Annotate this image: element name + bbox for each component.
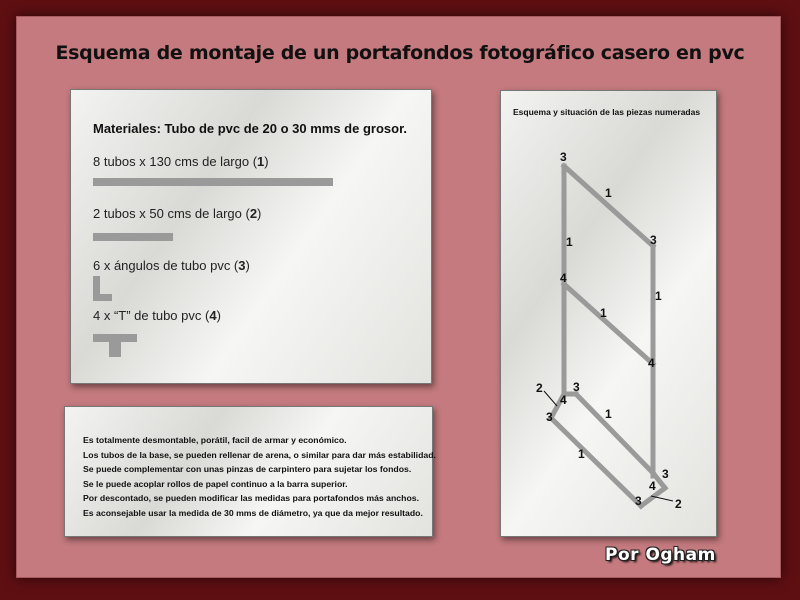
label-piece-4: 4 — [649, 479, 656, 493]
label-piece-3: 3 — [560, 150, 567, 164]
material-item-tubes-130: 8 tubos x 130 cms de largo (1) — [93, 154, 269, 169]
label-piece-4: 4 — [560, 393, 567, 407]
label-piece-1: 1 — [605, 407, 612, 421]
notes-panel — [64, 406, 436, 537]
angle-joint-icon — [93, 276, 113, 302]
materials-heading: Materiales: Tubo de pvc de 20 o 30 mms de grosor. — [93, 121, 408, 136]
note-line: Se puede complementar con unas pinzas de carpintero para sujetar los fondos. — [83, 464, 412, 475]
label-piece-4: 4 — [648, 356, 655, 370]
label-piece-1: 1 — [605, 186, 612, 200]
label-piece-1: 1 — [578, 447, 585, 461]
tube-50-illustration — [93, 233, 173, 241]
tube-130-illustration — [93, 178, 333, 186]
materials-panel — [70, 89, 432, 384]
label-piece-3: 3 — [546, 410, 553, 424]
note-line: Los tubos de la base, se pueden rellenar de arena, o similar para dar más estabilidad. — [83, 449, 436, 460]
material-item-angles: 6 x ángulos de tubo pvc (3) — [93, 258, 250, 273]
material-item-t-joints: 4 x “T” de tubo pvc (4) — [93, 308, 221, 323]
notes-list — [83, 433, 436, 521]
note-line: Es totalmente desmontable, porátil, facil de armar y económico. — [83, 435, 347, 445]
note-line: Por descontado, se pueden modificar las medidas para portafondos más anchos. — [83, 493, 420, 504]
label-piece-1: 1 — [566, 235, 573, 249]
label-piece-4: 4 — [560, 271, 567, 285]
material-item-tubes-50: 2 tubos x 50 cms de largo (2) — [93, 206, 262, 221]
page-title: Esquema de montaje de un portafondos fotográfico casero en pvc — [55, 42, 745, 64]
scheme-panel — [500, 90, 717, 537]
t-joint-icon — [93, 334, 139, 358]
note-line: Se le puede acoplar rollos de papel continuo a la barra superior. — [83, 478, 348, 489]
label-piece-3: 3 — [573, 380, 580, 394]
assembly-diagram — [501, 91, 716, 536]
label-piece-1: 1 — [600, 306, 607, 320]
note-line: Es aconsejable usar la medida de 30 mms de diámetro, ya que da mejor resultado. — [83, 507, 423, 518]
label-piece-1: 1 — [655, 289, 662, 303]
label-piece-3: 3 — [650, 233, 657, 247]
label-piece-3: 3 — [635, 494, 642, 508]
label-piece-3: 3 — [662, 467, 669, 481]
scheme-title: Esquema y situación de las piezas numeradas — [513, 107, 701, 117]
label-piece-2: 2 — [536, 381, 543, 395]
label-piece-2: 2 — [675, 497, 682, 511]
author-signature: Por Ogham — [605, 545, 716, 565]
